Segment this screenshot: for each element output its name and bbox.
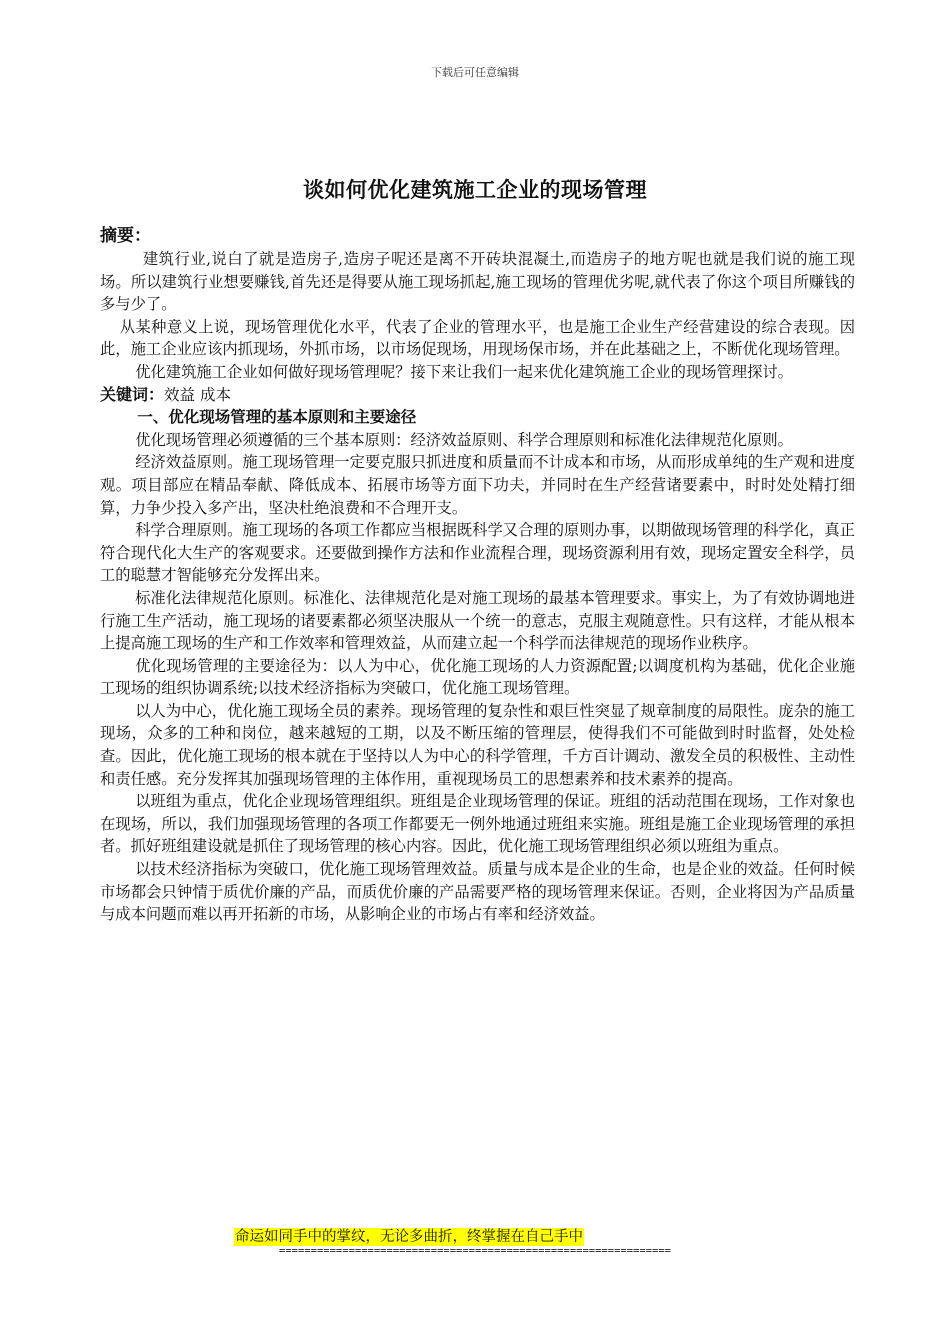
abstract-paragraph: 优化建筑施工企业如何做好现场管理呢？接下来让我们一起来优化建筑施工企业的现场管理探讨。	[135, 362, 793, 381]
abstract-paragraph: 从某种意义上说，现场管理优化水平，代表了企业的管理水平，也是施工企业生产经营建设的综合表现。因此，施工企业应该内抓现场，外抓市场，以市场促现场，用现场保市场，并在此基础之上，不断优化现场管理。	[100, 317, 855, 359]
document-body	[100, 224, 855, 926]
document-title: 谈如何优化建筑施工企业的现场管理	[303, 178, 647, 202]
section-heading: 一、优化现场管理的基本原则和主要途径	[137, 408, 417, 427]
abstract-paragraph: 建筑行业,说白了就是造房子,造房子呢还是离不开砖块混凝土,而造房子的地方呢也就是我们说的施工现场。所以建筑行业想要赚钱,首先还是得要从施工现场抓起,施工现场的管理优劣呢,就代表了你这个项目所赚钱的多与少了。	[100, 250, 855, 314]
section-paragraph: 经济效益原则。施工现场管理一定要克服只抓进度和质量而不计成本和市场，从而形成单纯的生产观和进度观。项目部应在精品奉献、降低成本、拓展市场等方面下功夫，并同时在生产经营诸要素中，时时处处精打细算，力争少投入多产出，坚决杜绝浪费和不合理开支。	[100, 453, 855, 517]
section-paragraph: 标准化法律规范化原则。标准化、法律规范化是对施工现场的最基本管理要求。事实上，为了有效协调地进行施工生产活动，施工现场的诸要素都必须坚决服从一个统一的意志，克服主观随意性。只有这样，才能从根本上提高施工现场的生产和工作效率和管理效益，从而建立起一个科学而法律规范的现场作业秩序。	[100, 588, 855, 653]
section-paragraph: 以技术经济指标为突破口，优化施工现场管理效益。质量与成本是企业的生命，也是企业的效益。任何时候市场都会只钟情于质优价廉的产品，而质优价廉的产品需要严格的现场管理来保证。否则，企业将因为产品质量与成本问题而难以再开拓新的市场，从影响企业的市场占有率和经济效益。	[100, 860, 855, 924]
abstract-heading: 摘要：	[100, 226, 151, 246]
section-paragraph: 以人为中心，优化施工现场全员的素养。现场管理的复杂性和艰巨性突显了规章制度的局限性。庞杂的施工现场，众多的工种和岗位，越来越短的工期，以及不断压缩的管理层，使得我们不可能做到时时监督，处处检查。因此，优化施工现场的根本就在于坚持以人为中心的科学管理，千方百计调动、激发全员的积极性、主动性和责任感。充分发挥其加强现场管理的主体作用，重视现场员工的思想素养和技术素养的提高。	[100, 701, 855, 788]
section-paragraph: 以班组为重点，优化企业现场管理组织。班组是企业现场管理的保证。班组的活动范围在现场，工作对象也在现场，所以，我们加强现场管理的各项工作都要无一例外地通过班组来实施。班组是施工企业现场管理的承担者。抓好班组建设就是抓住了现场管理的核心内容。因此，优化施工现场管理组织必须以班组为重点。	[100, 792, 855, 856]
keywords-value: 效益 成本	[164, 385, 231, 404]
header-note: 下载后可任意编辑	[431, 66, 519, 79]
footer-slogan: 命运如同手中的掌纹，无论多曲折，终掌握在自己手中	[235, 1229, 583, 1245]
section-paragraph: 优化现场管理必须遵循的三个基本原则：经济效益原则、科学合理原则和标准化法律规范化原则。	[135, 430, 793, 449]
footer-divider: ==============================================================	[279, 1245, 671, 1257]
keywords-label: 关键词：	[100, 384, 165, 404]
section-paragraph: 科学合理原则。施工现场的各项工作都应当根据既科学又合理的原则办事，以期做现场管理的科学化，真正符合现代化大生产的客观要求。还要做到操作方法和作业流程合理，现场资源利用有效，现场定置安全科学，员工的聪慧才智能够充分发挥出来。	[100, 521, 855, 585]
keywords-line	[100, 384, 855, 407]
section-paragraph: 优化现场管理的主要途径为：以人为中心，优化施工现场的人力资源配置;以调度机构为基础，优化企业施工现场的组织协调系统;以技术经济指标为突破口，优化施工现场管理。	[100, 656, 855, 698]
